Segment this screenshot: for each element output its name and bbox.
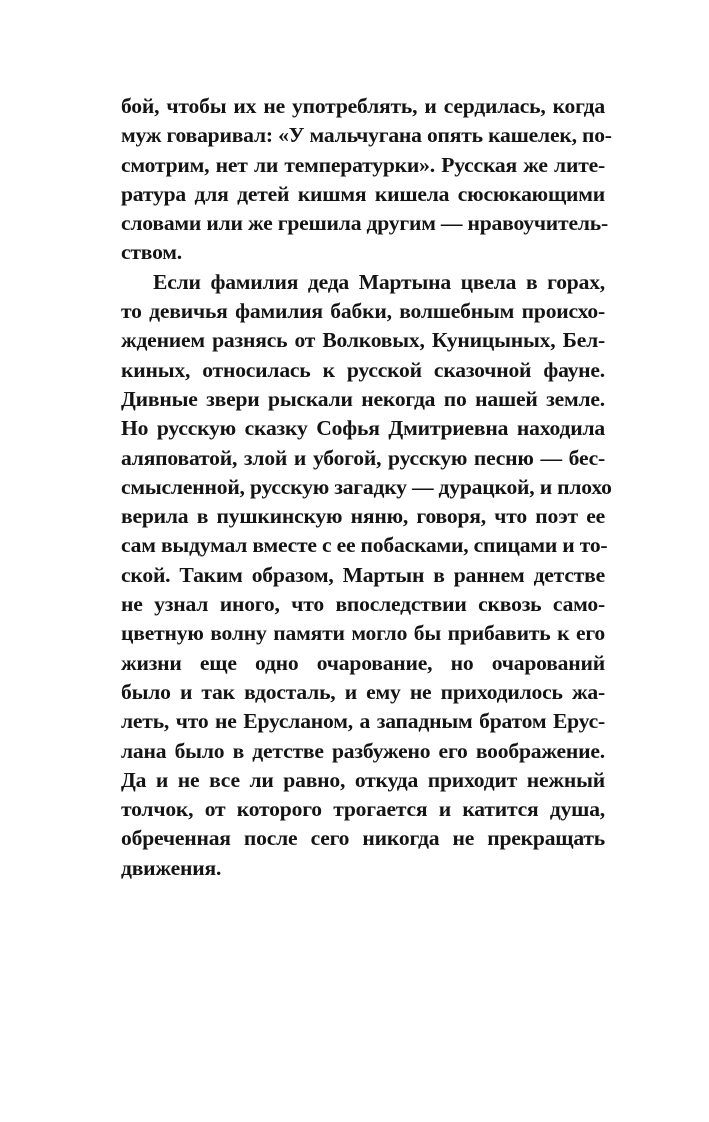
- text-line: Да и не все ли равно, откуда приходит нежный: [121, 767, 605, 792]
- text-line: было и так вдосталь, и ему не приходилось жа-: [121, 679, 605, 704]
- text-line: жизни еще одно очарование, но очарований: [121, 650, 605, 675]
- text-line: леть, что не Ерусланом, а западным братом Ерус-: [121, 709, 605, 734]
- text-line: не узнал иного, что впоследствии сквозь само-: [121, 592, 605, 617]
- text-line: лана было в детстве разбужено его воображение.: [121, 738, 605, 763]
- body-text: [121, 92, 612, 883]
- text-line: Но русскую сказку Софья Дмитриевна находила: [121, 416, 605, 441]
- text-line: Дивные звери рыскали некогда по нашей земле.: [121, 386, 605, 411]
- text-line: ждением разнясь от Волковых, Куницыных, Бел-: [121, 328, 605, 353]
- text-line: муж говаривал: «У мальчугана опять кашелек, по-: [121, 123, 612, 148]
- text-line: ратура для детей кишмя кишела сюсюкающими: [121, 181, 605, 206]
- text-line: ством.: [121, 240, 182, 265]
- text-line: смысленной, русскую загадку — дурацкой, и плохо: [121, 474, 612, 499]
- text-line: движения.: [121, 855, 222, 880]
- text-line: ской. Таким образом, Мартын в раннем детстве: [121, 562, 605, 587]
- text-line: словами или же грешила другим — нравоучитель-: [121, 211, 608, 236]
- paragraph-first-line: Если фамилия деда Мартына цвела в горах,: [153, 269, 605, 294]
- text-line: толчок, от которого трогается и катится душа,: [121, 797, 605, 822]
- text-line: аляповатой, злой и убогой, русскую песню — бес-: [121, 445, 605, 470]
- text-line: то девичья фамилия бабки, волшебным происхо-: [121, 299, 605, 324]
- text-line: верила в пушкинскую няню, говоря, что поэт ее: [121, 504, 605, 529]
- text-line: бой, чтобы их не употреблять, и сердилась, когда: [121, 94, 605, 118]
- text-line: смотрим, нет ли температурки». Русская же лите-: [121, 152, 605, 177]
- text-line: сам выдумал вместе с ее побасками, спицами и то-: [121, 533, 608, 558]
- text-line: цветную волну памяти могло бы прибавить к его: [121, 621, 605, 646]
- text-line: обреченная после сего никогда не прекращать: [121, 826, 605, 851]
- text-line: киных, относилась к русской сказочной фауне.: [121, 357, 605, 382]
